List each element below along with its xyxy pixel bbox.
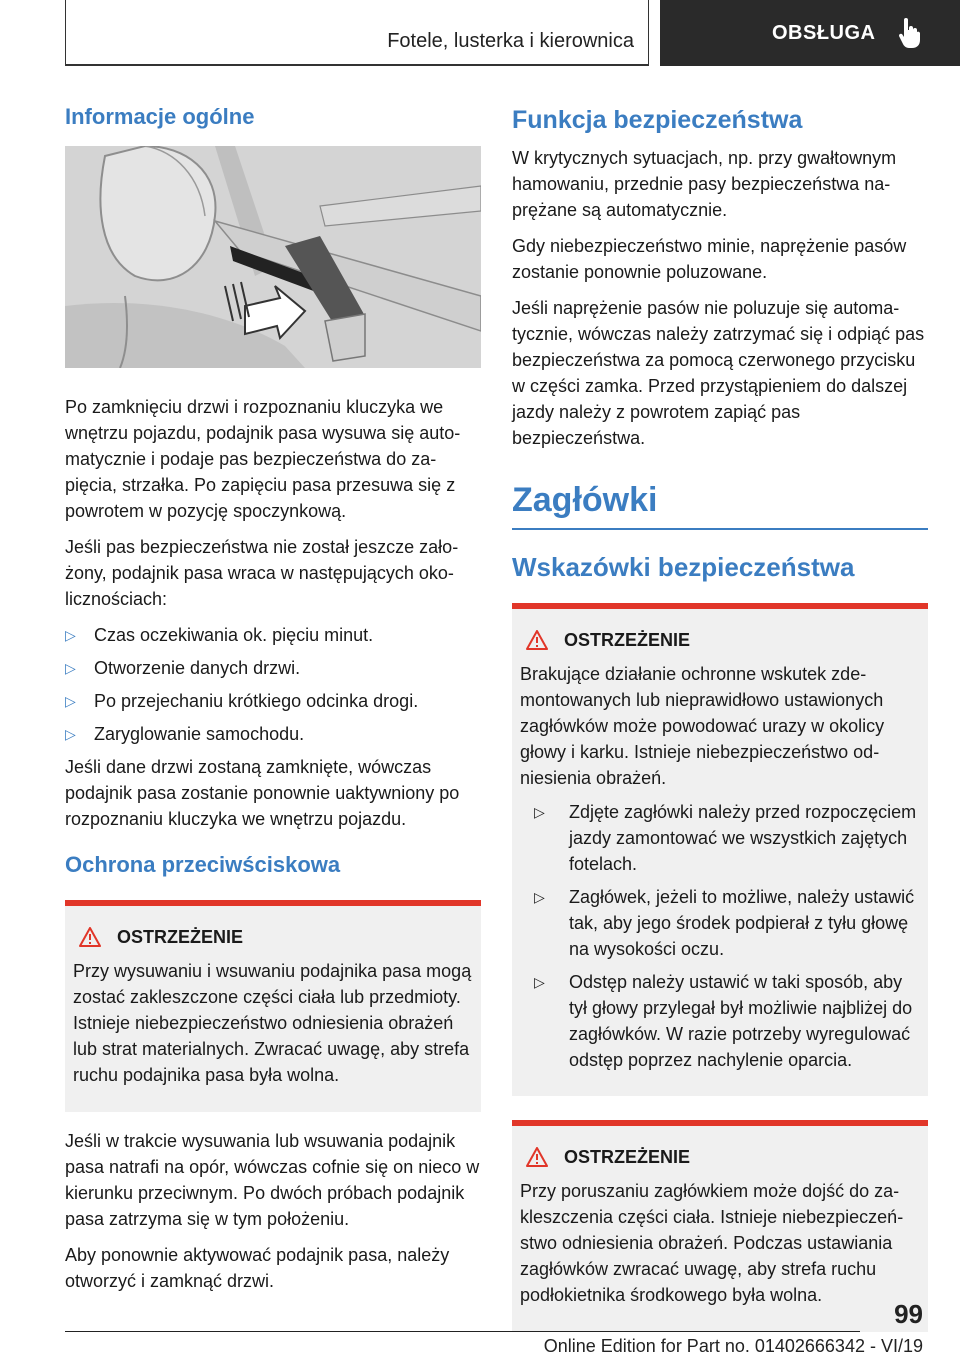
heading-safety-tips: Wskazówki bezpieczeństwa (512, 552, 855, 582)
warning-title: OSTRZEŻENIE (79, 924, 473, 950)
section-tab[interactable] (660, 0, 960, 66)
warning-title: OSTRZEŻENIE (526, 627, 920, 653)
list-item: ▷ Otworzenie danych drzwi. (65, 655, 481, 681)
bullet-triangle-icon: ▷ (65, 627, 76, 643)
paragraph-reactivate-doors: Aby ponownie aktywować podajnik pasa, należy otworzyć i zamknąć drzwi. (65, 1245, 450, 1291)
bullet-triangle-icon: ▷ (65, 726, 76, 742)
edition-note: Online Edition for Part no. 01402666342 - VI/19 (543, 1336, 923, 1356)
header-right-rule (648, 0, 649, 66)
page-number: 99 (894, 1299, 923, 1329)
paragraph-manual-release: Jeśli naprężenie pasów nie poluzuje się automatycznie, wówczas należy zatrzymać się i odpiąć pas bezpieczeństwa za pomocą czerwonego przycisku w części zamka. Przed przystąpieniem do dalszej jazdy należy z powrotem zapiąć pas bezpieczeństwa. (512, 298, 925, 448)
right-column (512, 100, 928, 1332)
chapter-title: Fotele, lusterka i kierownica (387, 30, 634, 52)
bullet-triangle-icon: ▷ (534, 804, 545, 820)
bullet-triangle-icon: ▷ (534, 889, 545, 905)
bullet-triangle-icon: ▷ (65, 660, 76, 676)
warning-box-pinch (65, 900, 481, 1112)
list-item: ▷ Odstęp należy ustawić w taki sposób, aby tył głowy przylegał był możliwie najbliżej do zagłówków. W razie potrzeby wyregulować odstęp poprzez nachylenie oparcia. (526, 969, 920, 1073)
hand-pointer-icon (898, 18, 920, 48)
list-item: ▷ Czas oczekiwania ok. pięciu minut. (65, 622, 481, 648)
warning-box-headrests (512, 603, 928, 1096)
warning-text: Brakujące działanie ochronne wskutek zdemontowanych lub nieprawidłowo ustawionych zagłówków może powodować urazy w okolicy głowy i karku. Istnieje niebezpieczeństwo odniesienia obrażeń. (520, 664, 885, 788)
warning-triangle-icon (526, 630, 548, 650)
header-bottom-rule (65, 64, 649, 66)
warning-text: Przy poruszaniu zagłówkiem może dojść do zakleszczenia części ciała. Istnieje niebezpieczeństwo odniesienia obrażeń. Podczas ustawiania zagłówków zwracać uwagę, aby strefa ruchu podłokietnika środkowego była wolna. (520, 1181, 904, 1305)
headrest-tips-list (520, 799, 920, 1073)
paragraph-release: Gdy niebezpieczeństwo minie, naprężenie pasów zostanie ponownie poluzowane. (512, 236, 907, 282)
list-item: ▷ Zaryglowanie samochodu. (65, 721, 481, 747)
paragraph-presenter: Po zamknięciu drzwi i rozpoznaniu kluczyka we wnętrzu pojazdu, podajnik pasa wysuwa się automatycznie i podaje pas bezpieczeństwa do zapięcia, strzałka. Po zapięciu pasa przesuwa się z powrotem w pozycję spoczynkową. (65, 397, 461, 521)
warning-title: OSTRZEŻENIE (526, 1144, 920, 1170)
list-item: ▷ Po przejechaniu krótkiego odcinka drogi. (65, 688, 481, 714)
paragraph-return-conditions: Jeśli pas bezpieczeństwa nie został jeszcze założony, podajnik pasa wraca w następujących okolicznościach: (65, 537, 459, 609)
paragraph-obstacle: Jeśli w trakcie wysuwania lub wsuwania podajnik pasa natrafi na opór, wówczas cofnie się on nieco w kierunku przeciwnym. Po dwóch próbach podajnik pasa zatrzyma się w tym położeniu. (65, 1131, 480, 1229)
warning-triangle-icon (79, 927, 101, 947)
bullet-triangle-icon: ▷ (534, 974, 545, 990)
heading-headrests: Zagłówki (512, 461, 928, 530)
heading-safety-function: Funkcja bezpieczeństwa (512, 106, 803, 134)
seatbelt-presenter-figure (65, 146, 481, 368)
list-item: ▷ Zagłówek, jeżeli to możliwe, należy ustawić tak, aby jego środek podpierał z tyłu głowę na wysokości oczu. (526, 884, 920, 962)
seatbelt-presenter-illustration (65, 146, 481, 368)
warning-box-headrest-pinch (512, 1120, 928, 1332)
warning-text: Przy wysuwaniu i wsuwaniu podajnika pasa mogą zostać zakleszczone części ciała lub przedmioty. Istnieje niebezpieczeństwo odniesienia obrażeń lub strat materialnych. Zwracać uwagę, aby strefa ruchu podajnika pasa była wolna. (73, 961, 472, 1085)
bullet-triangle-icon: ▷ (65, 693, 76, 709)
heading-general-info: Informacje ogólne (65, 104, 255, 129)
paragraph-reactivation: Jeśli dane drzwi zostaną zamknięte, wówczas podajnik pasa zostanie ponownie uaktywniony po rozpoznaniu kluczyka we wnętrzu pojazdu. (65, 757, 460, 829)
header-left-rule (65, 0, 66, 66)
section-label: OBSŁUGA (772, 21, 876, 44)
list-item: ▷ Zdjęte zagłówki należy przed rozpoczęciem jazdy zamontować we wszystkich zajętych fotelach. (526, 799, 920, 877)
left-column (65, 100, 481, 1304)
heading-pinch-protection: Ochrona przeciwściskowa (65, 852, 341, 877)
conditions-list (65, 622, 481, 747)
footer-rule (65, 1331, 860, 1332)
paragraph-tensioning: W krytycznych sytuacjach, np. przy gwałtownym hamowaniu, przednie pasy bezpieczeństwa naprężane są automatycznie. (512, 148, 897, 220)
warning-triangle-icon (526, 1147, 548, 1167)
